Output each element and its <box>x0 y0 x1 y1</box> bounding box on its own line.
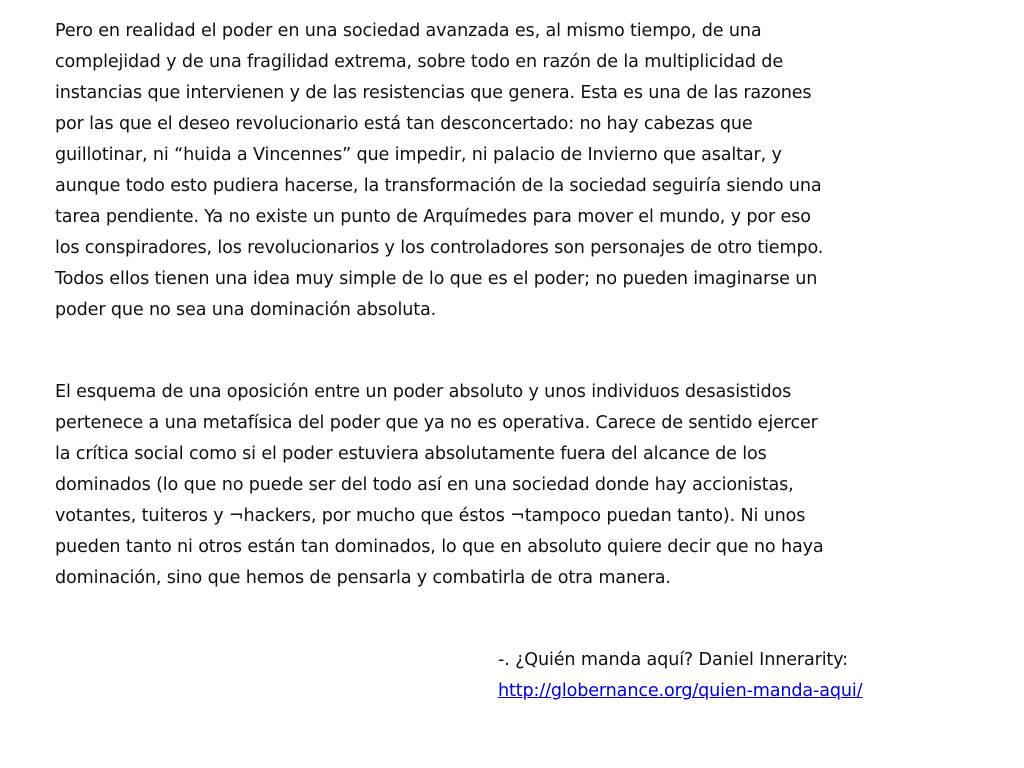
paragraph-1-line: los conspiradores, los revolucionarios y los controladores son personajes de otro tiempo. <box>55 238 824 258</box>
citation <box>498 645 862 707</box>
paragraph-1-line: por las que el deseo revolucionario está tan desconcertado: no hay cabezas que <box>55 114 753 134</box>
paragraph-2-line: El esquema de una oposición entre un poder absoluto y unos individuos desasistidos <box>55 382 792 402</box>
citation-source: -. ¿Quién manda aquí? Daniel Innerarity: <box>498 650 848 670</box>
paragraph-1-line: instancias que intervienen y de las resistencias que genera. Esta es una de las razones <box>55 83 812 103</box>
paragraph-2-line: votantes, tuiteros y ¬hackers, por mucho que éstos ¬tampoco puedan tanto). Ni unos <box>55 506 806 526</box>
paragraph-2-line: pertenece a una metafísica del poder que ya no es operativa. Carece de sentido ejercer <box>55 413 818 433</box>
paragraph-2-line: dominados (lo que no puede ser del todo así en una sociedad donde hay accionistas, <box>55 475 794 495</box>
paragraph-1-line: poder que no sea una dominación absoluta. <box>55 300 437 320</box>
paragraph-2-line: dominación, sino que hemos de pensarla y combatirla de otra manera. <box>55 568 671 588</box>
paragraph-1-line: Todos ellos tienen una idea muy simple de lo que es el poder; no pueden imaginarse un <box>55 269 818 289</box>
paragraph-1-line: complejidad y de una fragilidad extrema, sobre todo en razón de la multiplicidad de <box>55 52 783 72</box>
citation-link[interactable]: http://globernance.org/quien-manda-aqui/ <box>498 681 863 701</box>
paragraph-1-line: guillotinar, ni “huida a Vincennes” que impedir, ni palacio de Invierno que asaltar, y <box>55 145 782 165</box>
paragraph-2 <box>55 377 983 594</box>
paragraph-2-line: la crítica social como si el poder estuviera absolutamente fuera del alcance de los <box>55 444 767 464</box>
paragraph-1 <box>55 16 983 326</box>
paragraph-1-line: aunque todo esto pudiera hacerse, la transformación de la sociedad seguiría siendo una <box>55 176 822 196</box>
paragraph-1-line: Pero en realidad el poder en una sociedad avanzada es, al mismo tiempo, de una <box>55 21 762 41</box>
paragraph-1-line: tarea pendiente. Ya no existe un punto de Arquímedes para mover el mundo, y por eso <box>55 207 811 227</box>
paragraph-2-line: pueden tanto ni otros están tan dominados, lo que en absoluto quiere decir que no haya <box>55 537 824 557</box>
